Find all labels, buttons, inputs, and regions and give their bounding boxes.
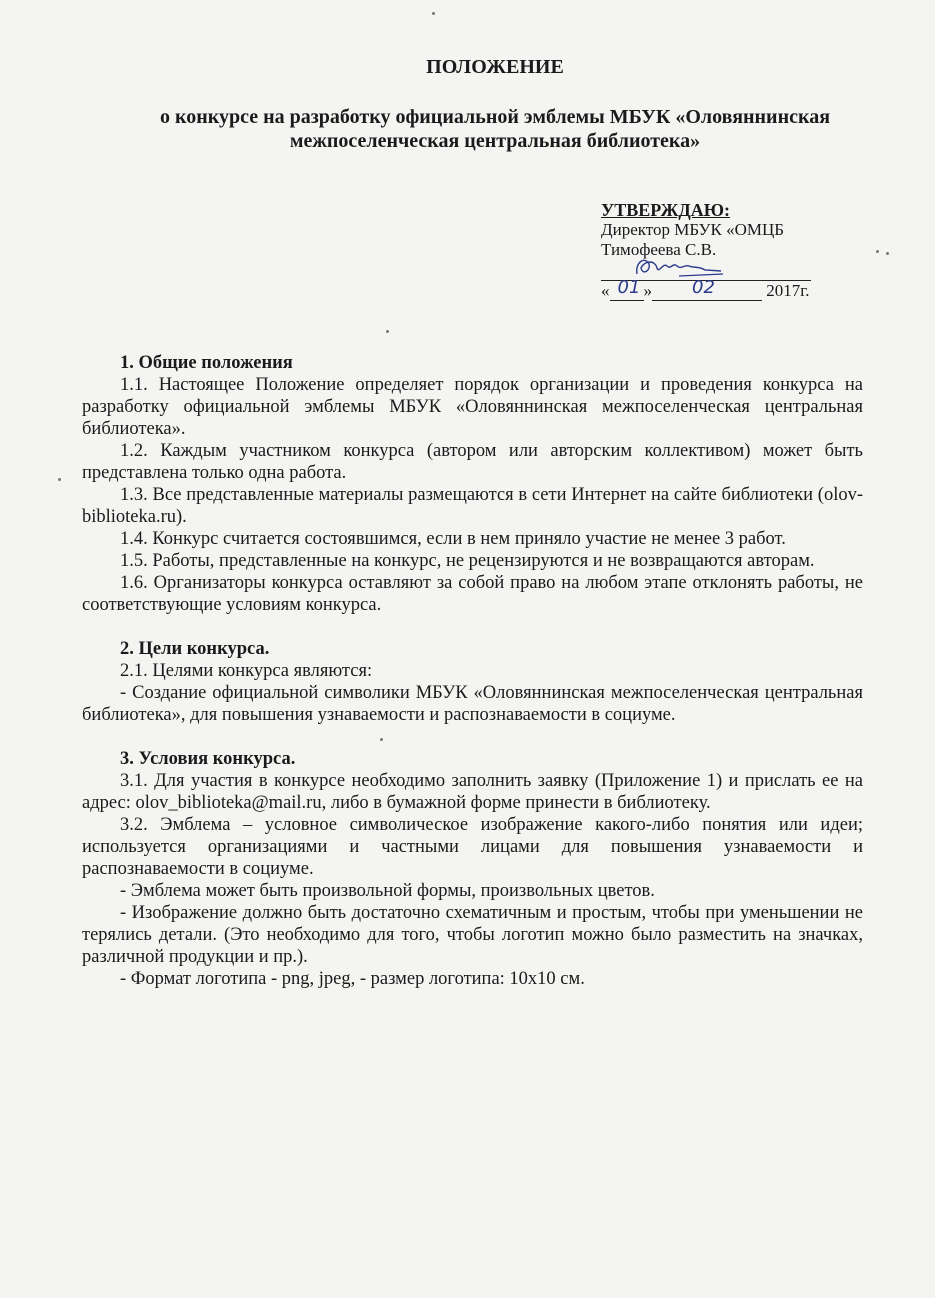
- section-2-heading: 2. Цели конкурса.: [120, 639, 270, 659]
- document-title: ПОЛОЖЕНИЕ: [426, 56, 564, 78]
- spacer: [82, 726, 863, 748]
- section-1-heading: 1. Общие положения: [120, 353, 293, 373]
- paragraph-1-4: 1.4. Конкурс считается состоявшимся, если в нем приняло участие не менее 3 работ.: [120, 529, 786, 549]
- approval-block: [601, 200, 831, 301]
- spacer: [82, 616, 863, 638]
- scan-speck: [58, 478, 61, 481]
- scan-speck: [432, 12, 435, 15]
- approval-name: Тимофеева С.В.: [601, 240, 717, 259]
- scan-speck: [380, 738, 383, 741]
- scan-speck: [876, 250, 879, 253]
- signature-image: [631, 254, 741, 282]
- paragraph-3-5: - Формат логотипа - png, jpeg, - размер логотипа: 10x10 см.: [120, 969, 585, 989]
- date-year: 2017г.: [766, 281, 810, 300]
- paragraph-3-4: - Изображение должно быть достаточно схематичным и простым, чтобы при уменьшении не терялись детали. (Это необходимо для того, чтобы логотип можно было разместить на значках, различной продукции и пр.).: [82, 903, 863, 967]
- approval-position: Директор МБУК «ОМЦБ: [601, 220, 785, 239]
- paragraph-3-2: 3.2. Эмблема – условное символическое изображение какого-либо понятия или идеи; используется организациями и частными лицами для повышения узнаваемости и распознаваемости в социуме.: [82, 815, 863, 879]
- paragraph-1-1: 1.1. Настоящее Положение определяет порядок организации и проведения конкурса на разработку официальной эмблемы МБУК «Оловяннинская межпоселенческая центральная библиотека».: [82, 375, 863, 439]
- paragraph-2-2: - Создание официальной символики МБУК «Оловяннинская межпоселенческая центральная библиотека», для повышения узнаваемости и распознаваемости в социуме.: [82, 683, 863, 725]
- date-quote-open: «: [601, 281, 610, 300]
- paragraph-1-6: 1.6. Организаторы конкурса оставляют за собой право на любом этапе отклонять работы, не соответствующие условиям конкурса.: [82, 573, 863, 615]
- scan-speck: [386, 330, 389, 333]
- paragraph-1-5: 1.5. Работы, представленные на конкурс, не рецензируются и не возвращаются авторам.: [120, 551, 815, 571]
- document-body: [82, 352, 863, 990]
- date-day-blank: [610, 277, 644, 301]
- date-month-blank: [652, 277, 762, 301]
- paragraph-1-2: 1.2. Каждым участником конкурса (автором или авторским коллективом) может быть представлена только одна работа.: [82, 441, 863, 483]
- approval-heading: УТВЕРЖДАЮ:: [601, 200, 731, 220]
- paragraph-1-3: 1.3. Все представленные материалы размещаются в сети Интернет на сайте библиотеки (olov-biblioteka.ru).: [82, 485, 863, 527]
- date-quote-close: »: [643, 281, 652, 300]
- paragraph-3-1: 3.1. Для участия в конкурсе необходимо заполнить заявку (Приложение 1) и прислать ее на адрес: olov_biblioteka@mail.ru, либо в бумажной форме принести в библиотеку.: [82, 771, 863, 813]
- section-3-heading: 3. Условия конкурса.: [120, 749, 296, 769]
- paragraph-2-1: 2.1. Целями конкурса являются:: [120, 661, 373, 681]
- scan-speck: [886, 252, 889, 255]
- document-subtitle: о конкурсе на разработку официальной эмблемы МБУК «Оловяннинская межпоселенческая центральная библиотека»: [159, 106, 831, 152]
- approval-date: [601, 277, 831, 301]
- date-day: 01: [617, 277, 641, 298]
- paragraph-3-3: - Эмблема может быть произвольной формы, произвольных цветов.: [120, 881, 655, 901]
- date-month: 02: [692, 277, 715, 298]
